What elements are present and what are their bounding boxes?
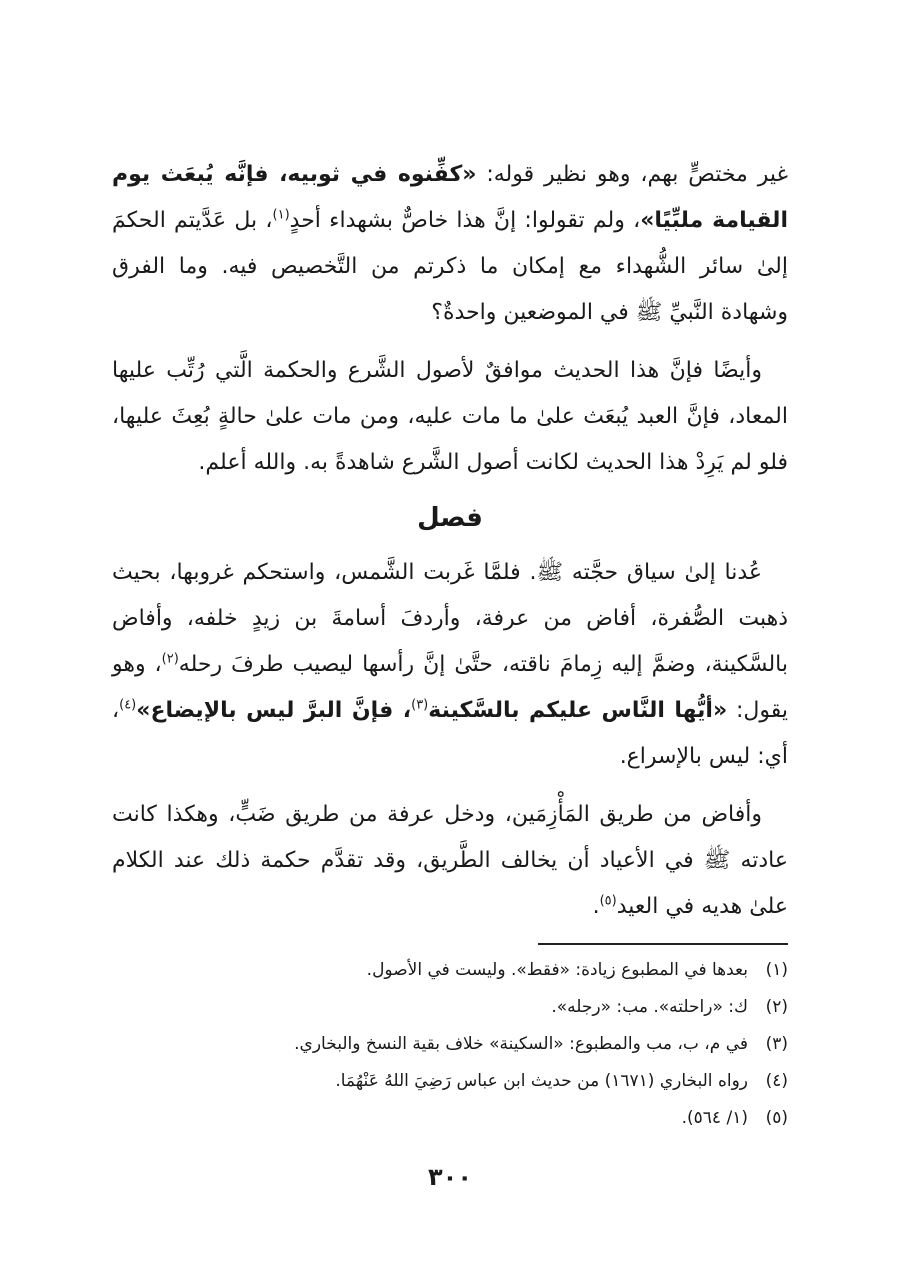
hadith-quote-1: «كفِّنوه في ثوبيه، فإنَّه يُبعَث يوم القيامة ملبِّيًا» bbox=[112, 162, 788, 233]
paragraph-4-text-a: وأفاض من طريق المَأْزِمَين، ودخل عرفة من طريق ضَبٍّ، وهكذا كانت عادته ﷺ في الأعياد أن يخالف الطَّريق، وقد تقدَّم حكمة ذلك عند الكلام علىٰ هديه في العيد bbox=[112, 802, 788, 919]
section-heading: فصل bbox=[417, 503, 483, 533]
footnote-number: (٤) bbox=[765, 1071, 788, 1091]
paragraph-1-text-a: غير مختصٍّ بهم، وهو نظير قوله: bbox=[476, 162, 789, 187]
footnote-1 bbox=[112, 952, 788, 989]
footnote-ref-2: (٢) bbox=[161, 651, 179, 667]
footnote-ref-3: (٣) bbox=[411, 697, 429, 713]
footnote-ref-5: (٥) bbox=[599, 893, 617, 909]
footnote-ref-1: (١) bbox=[272, 207, 290, 223]
paragraph-2-text: وأيضًا فإنَّ هذا الحديث موافقٌ لأصول الشَّرع والحكمة الَّتي رُتِّب عليها المعاد، فإنَّ العبد يُبعَث علىٰ ما مات عليه، ومن مات علىٰ حالةٍ بُعِثَ عليها، فلو لم يَرِدْ هذا الحديث لكانت أصول الشَّرع شاهدةً به. والله أعلم. bbox=[112, 358, 788, 475]
footnote-ref-4: (٤) bbox=[119, 697, 137, 713]
paragraph-4 bbox=[112, 792, 788, 930]
footnote-3 bbox=[112, 1026, 788, 1063]
paragraph-3 bbox=[112, 550, 788, 780]
footnote-2 bbox=[112, 989, 788, 1026]
paragraph-3-text-c: ، أي: ليس بالإسراع. bbox=[112, 698, 788, 769]
footnote-number: (٢) bbox=[765, 997, 788, 1017]
footnote-text: بعدها في المطبوع زيادة: «فقط». وليست في الأصول. bbox=[366, 960, 748, 980]
paragraph-1-text-b: ، ولم تقولوا: إنَّ هذا خاصٌّ بشهداء أحدٍ bbox=[289, 208, 641, 233]
footnote-divider bbox=[538, 943, 788, 945]
paragraph-1 bbox=[112, 152, 788, 336]
footnote-number: (٣) bbox=[765, 1034, 788, 1054]
footnote-text: (١/ ٥٦٤). bbox=[681, 1108, 748, 1128]
footnote-text: رواه البخاري (١٦٧١) من حديث ابن عباس رَضِيَ اللهُ عَنْهُمَا. bbox=[335, 1071, 748, 1091]
footnote-text: ك: «راحلته». مب: «رجله». bbox=[551, 997, 748, 1017]
page-number: ٣٠٠ bbox=[428, 1163, 472, 1191]
main-text bbox=[112, 152, 788, 942]
paragraph-1-text-c: ، بل عَدَّيتم الحكمَ إلىٰ سائر الشُّهداء مع إمكان ما ذكرتم من التَّخصيص فيه. وما الفرق وشهادة النَّبيِّ ﷺ في الموضعين واحدةٌ؟ bbox=[112, 208, 788, 325]
footnote-4 bbox=[112, 1063, 788, 1100]
hadith-quote-2a: «أيُّها النَّاس عليكم بالسَّكينة bbox=[428, 698, 728, 723]
paragraph-4-text-b: . bbox=[592, 894, 600, 919]
footnotes bbox=[112, 952, 788, 1137]
footnote-number: (١) bbox=[765, 960, 788, 980]
footnote-number: (٥) bbox=[765, 1108, 788, 1128]
paragraph-3-text-a: عُدنا إلىٰ سياق حجَّته ﷺ. فلمَّا غَربت الشَّمس، واستحكم غروبها، بحيث ذهبت الصُّفرة، أفاض من عرفة، وأردفَ أسامةَ بن زيدٍ خلفه، وأفاض بالسَّكينة، وضمَّ إليه زِمامَ ناقته، حتَّىٰ إنَّ رأسها ليصيب طرفَ رحله bbox=[112, 560, 788, 677]
footnote-text: في م، ب، مب والمطبوع: «السكينة» خلاف بقية النسخ والبخاري. bbox=[294, 1034, 748, 1054]
paragraph-3-text-b: ، وهو يقول: bbox=[112, 652, 788, 723]
footnote-5 bbox=[112, 1100, 788, 1137]
hadith-quote-2b: ، فإنَّ البرَّ ليس بالإيضاع» bbox=[136, 698, 412, 723]
paragraph-2 bbox=[112, 348, 788, 486]
